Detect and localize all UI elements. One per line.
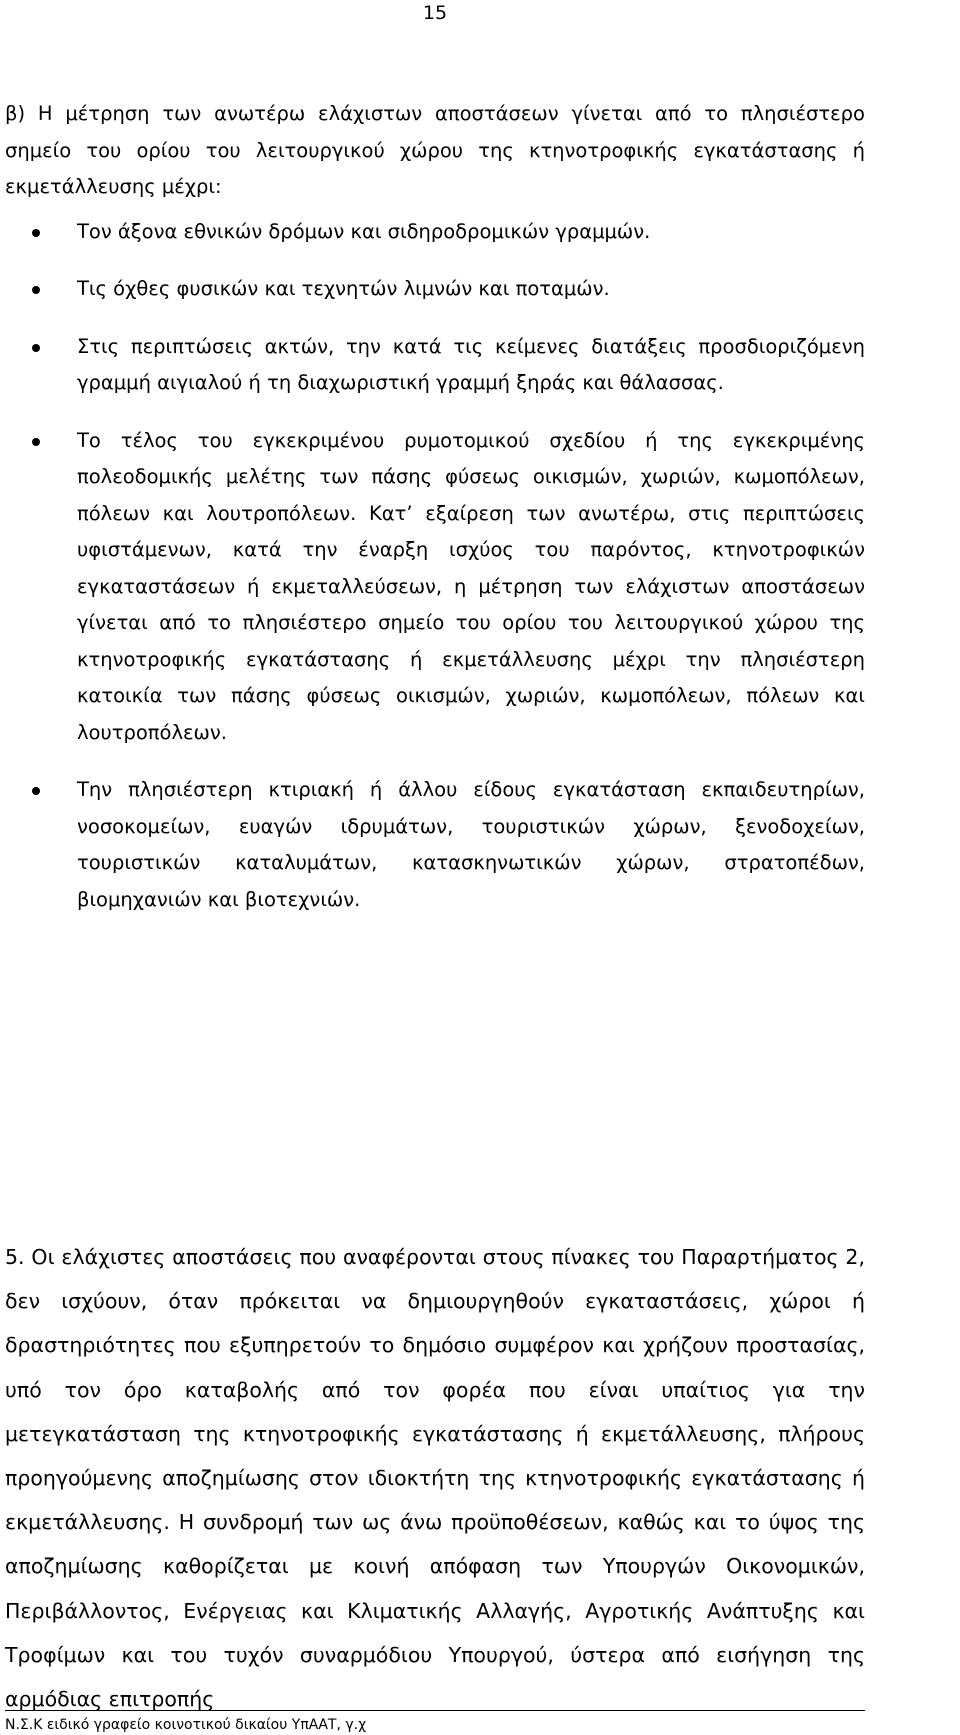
bullet-list bbox=[5, 214, 865, 919]
intro-paragraph: β) Η μέτρηση των ανωτέρω ελάχιστων αποστάσεων γίνεται από το πλησιέστερο σημείο του ορίου του λειτουργικού χώρου της κτηνοτροφικής εγκατάστασης ή εκμετάλλευσης μέχρι: bbox=[5, 102, 865, 198]
bullet-icon bbox=[32, 787, 40, 795]
list-item-text: Τις όχθες φυσικών και τεχνητών λιμνών και ποταμών. bbox=[77, 277, 610, 300]
list-item bbox=[5, 329, 865, 402]
list-item-text: Στις περιπτώσεις ακτών, την κατά τις κείμενες διατάξεις προσδιοριζόμενη γραμμή αιγιαλού ή τη διαχωριστική γραμμή ξηράς και θάλασσας. bbox=[77, 334, 865, 394]
footer-divider bbox=[5, 1710, 865, 1711]
document-body bbox=[5, 96, 865, 918]
bullet-icon bbox=[32, 438, 40, 446]
list-item bbox=[5, 271, 865, 308]
list-item-text: Το τέλος του εγκεκριμένου ρυμοτομικού σχεδίου ή της εγκεκριμένης πολεοδομικής μελέτης των πάσης φύσεως οικισμών, χωριών, κωμοπόλεων, πόλεων και λουτροπόλεων. Κατ’ εξαίρεση των ανωτέρω, στις περιπτώσεις υφιστάμενων, κατά την έναρξη ισχύος του παρόντος, κτηνοτροφικών εγκαταστάσεων ή εκμεταλλεύσεων, η μέτρηση των ελάχιστων αποστάσεων γίνεται από το πλησιέστερο σημείο του ορίου του λειτουργικού χώρου της κτηνοτροφικής εγκατάστασης ή εκμετάλλευσης μέχρι την πλησιέστερη κατοικία των πάσης φύσεως οικισμών, χωριών, κωμοπόλεων, πόλεων και λουτροπόλεων. bbox=[77, 428, 865, 744]
list-item-text: Την πλησιέστερη κτιριακή ή άλλου είδους εγκατάσταση εκπαιδευτηρίων, νοσοκομείων, ευαγών ιδρυμάτων, τουριστικών χώρων, ξενοδοχείων, τουριστικών καταλυμάτων, κατασκηνωτικών χώρων, στρατοπέδων, βιομηχανιών και βιοτεχνιών. bbox=[77, 778, 865, 911]
bullet-icon bbox=[32, 286, 40, 294]
page-number: 15 bbox=[422, 2, 448, 24]
section-5-paragraph: 5. Οι ελάχιστες αποστάσεις που αναφέρονται στους πίνακες του Παραρτήματος 2, δεν ισχύουν, όταν πρόκειται να δημιουργηθούν εγκαταστάσεις, χώροι ή δραστηριότητες που εξυπηρετούν το δημόσιο συμφέρον και χρήζουν προστασίας, υπό τον όρο καταβολής από τον φορέα που είναι υπαίτιος για την μετεγκατάσταση της κτηνοτροφικής εγκατάστασης ή εκμετάλλευσης, πλήρους προηγούμενης αποζημίωσης στον ιδιοκτήτη της κτηνοτροφικής εγκατάστασης ή εκμετάλλευσης. Η συνδρομή των ως άνω προϋποθέσεων, καθώς και το ύψος της αποζημίωσης καθορίζεται με κοινή απόφαση των Υπουργών Οικονομικών, Περιβάλλοντος, Ενέργειας και Κλιματικής Αλλαγής, Αγροτικής Ανάπτυξης και Τροφίμων και του τυχόν συναρμόδιου Υπουργού, ύστερα από εισήγηση της αρμόδιας επιτροπής bbox=[5, 1245, 865, 1712]
bullet-icon bbox=[32, 344, 40, 352]
list-item bbox=[5, 423, 865, 752]
list-item-text: Τον άξονα εθνικών δρόμων και σιδηροδρομικών γραμμών. bbox=[77, 219, 651, 243]
footer-text: Ν.Σ.Κ ειδικό γραφείο κοινοτικού δικαίου ΥπΑΑΤ, γ.χ bbox=[5, 1717, 367, 1733]
list-item bbox=[5, 214, 865, 251]
list-item bbox=[5, 772, 865, 918]
bullet-icon bbox=[32, 229, 40, 237]
